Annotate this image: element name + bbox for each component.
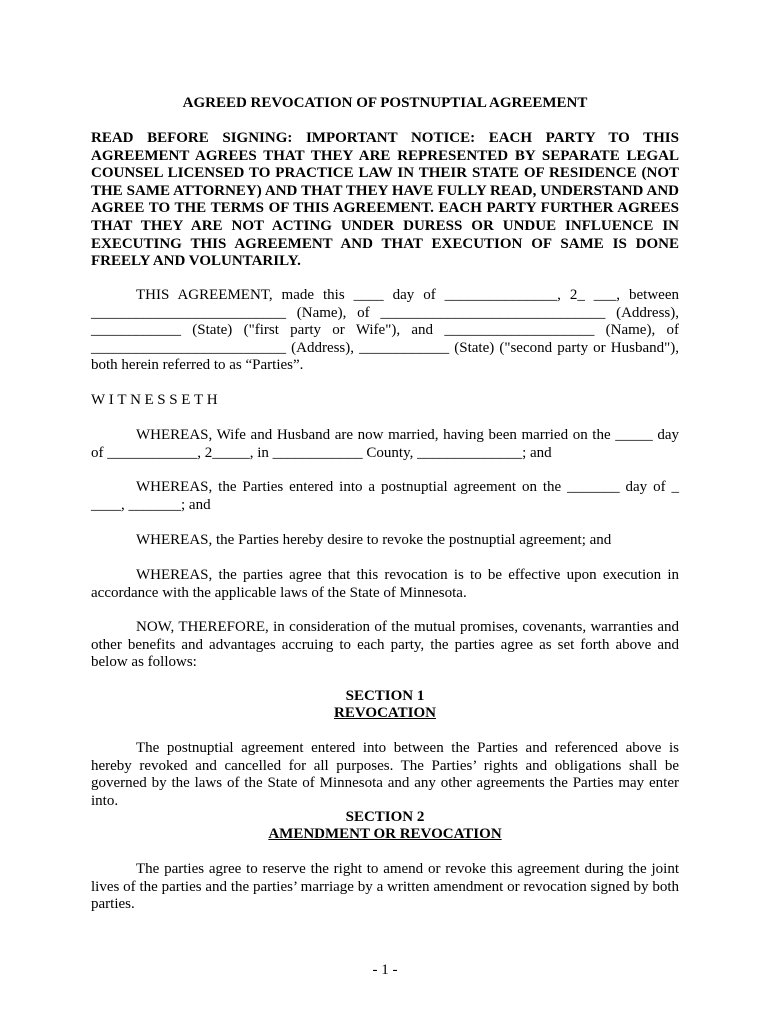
section-2-heading: AMENDMENT OR REVOCATION [268,826,502,842]
whereas-paragraph-2: WHEREAS, the Parties entered into a postnuptial agreement on the _______ day of _ ____, _______; and [91,479,679,513]
witnesseth-heading: WITNESSETH [91,392,222,408]
now-therefore-paragraph: NOW, THEREFORE, in consideration of the mutual promises, covenants, warranties and other benefits and advantages accruing to each party, the parties agree as set forth above and below as follows: [91,619,679,671]
important-notice: READ BEFORE SIGNING: IMPORTANT NOTICE: EACH PARTY TO THIS AGREEMENT AGREES THAT THEY ARE REPRESENTED BY SEPARATE LEGAL COUNSEL LICENSED TO PRACTICE LAW IN THEIR STATE OF RESIDENCE (NOT THE SAME ATTORNEY) AND THAT THEY HAVE FULLY READ, UNDERSTAND AND AGREE TO THE TERMS OF THIS AGREEMENT. EACH PARTY FURTHER AGREES THAT THEY ARE NOT ACTING UNDER DURESS OR UNDUE INFLUENCE IN EXECUTING THIS AGREEMENT AND THAT EXECUTION OF SAME IS DONE FREELY AND VOLUNTARILY. [91,130,679,270]
page-number: - 1 - [372,962,398,978]
section-1-heading-line [91,705,679,723]
whereas-paragraph-1: WHEREAS, Wife and Husband are now married, having been married on the _____ day of ____________, 2_____, in ____________ County, ______________; and [91,427,679,461]
section-2-number: SECTION 2 [345,809,425,825]
whereas-paragraph-3: WHEREAS, the Parties hereby desire to revoke the postnuptial agreement; and [136,532,612,548]
section-1-number: SECTION 1 [345,688,425,704]
section-2-heading-line [91,826,679,844]
section-1-body: The postnuptial agreement entered into between the Parties and referenced above is hereby revoked and cancelled for all purposes. The Parties’ rights and obligations shall be governed by the laws of the State of Minnesota and any other agreements the Parties may enter into. [91,740,679,809]
section-2-body: The parties agree to reserve the right to amend or revoke this agreement during the joint lives of the parties and the parties’ marriage by a written amendment or revocation signed by both parties. [91,861,679,913]
intro-paragraph: THIS AGREEMENT, made this ____ day of _______________, 2_ ___, between __________________________ (Name), of ______________________________ (Address), ____________ (State) ("first party or Wife"), and ____________________ (Name), of __________________________ (Address), ____________ (State) ("second party or Husband"), both herein referred to as “Parties”. [91,287,679,374]
document-title: AGREED REVOCATION OF POSTNUPTIAL AGREEMENT [182,95,588,111]
whereas-paragraph-4: WHEREAS, the parties agree that this revocation is to be effective upon execution in accordance with the applicable laws of the State of Minnesota. [91,567,679,601]
section-1-heading: REVOCATION [334,705,436,721]
